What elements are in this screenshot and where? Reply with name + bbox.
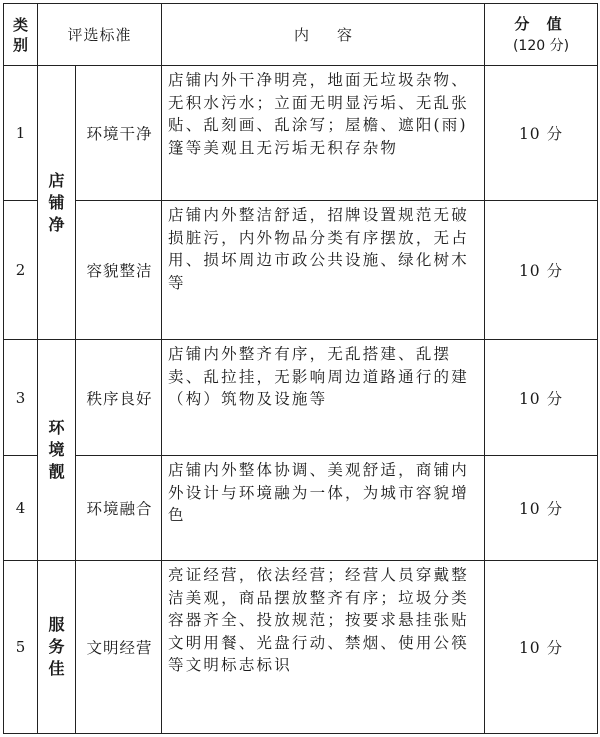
category-group [38,561,76,734]
row-number: 2 [4,201,38,340]
header-category: 类 别 [4,4,38,66]
standard-cell: 环境融合 [76,456,162,561]
table-row [4,201,598,340]
header-content: 内容 [162,4,485,66]
content-cell: 店铺内外干净明亮，地面无垃圾杂物、无积水污水；立面无明显污垢、无乱张贴、乱刻画、乱涂写；屋檐、遮阳(雨)篷等美观且无污垢无积存杂物 [162,66,485,201]
content-cell: 店铺内外整体协调、美观舒适，商铺内外设计与环境融为一体，为城市容貌增色 [162,456,485,561]
category-label: 服 务 佳 [48,615,65,678]
header-score-total: (120 分) [512,37,570,54]
row-number: 5 [4,561,38,734]
category-label: 环 境 靓 [48,418,65,481]
row-number: 4 [4,456,38,561]
category-group [38,66,76,340]
standard-cell: 环境干净 [76,66,162,201]
category-group [38,340,76,561]
table-row [4,66,598,201]
row-number: 1 [4,66,38,201]
header-score-title: 分 值 [514,14,568,33]
score-cell: 10 分 [485,456,598,561]
standard-cell: 文明经营 [76,561,162,734]
score-cell: 10 分 [485,201,598,340]
score-cell: 10 分 [485,66,598,201]
content-cell: 亮证经营，依法经营；经营人员穿戴整洁美观，商品摆放整齐有序；垃圾分类容器齐全、投放规范；按要求悬挂张贴文明用餐、光盘行动、禁烟、使用公筷等文明标志标识 [162,561,485,734]
category-label: 店 铺 净 [48,170,65,234]
header-score [485,4,598,66]
header-row [4,4,598,66]
standard-cell: 容貌整洁 [76,201,162,340]
table-row [4,561,598,734]
content-cell: 店铺内外整洁舒适，招牌设置规范无破损脏污，内外物品分类有序摆放，无占用、损坏周边市政公共设施、绿化树木等 [162,201,485,340]
score-cell: 10 分 [485,561,598,734]
table-row [4,340,598,456]
standard-cell: 秩序良好 [76,340,162,456]
header-standard: 评选标准 [38,4,162,66]
row-number: 3 [4,340,38,456]
criteria-table [3,3,598,734]
table-row [4,456,598,561]
content-cell: 店铺内外整齐有序，无乱搭建、乱摆卖、乱拉挂，无影响周边道路通行的建（构）筑物及设施等 [162,340,485,456]
score-cell: 10 分 [485,340,598,456]
